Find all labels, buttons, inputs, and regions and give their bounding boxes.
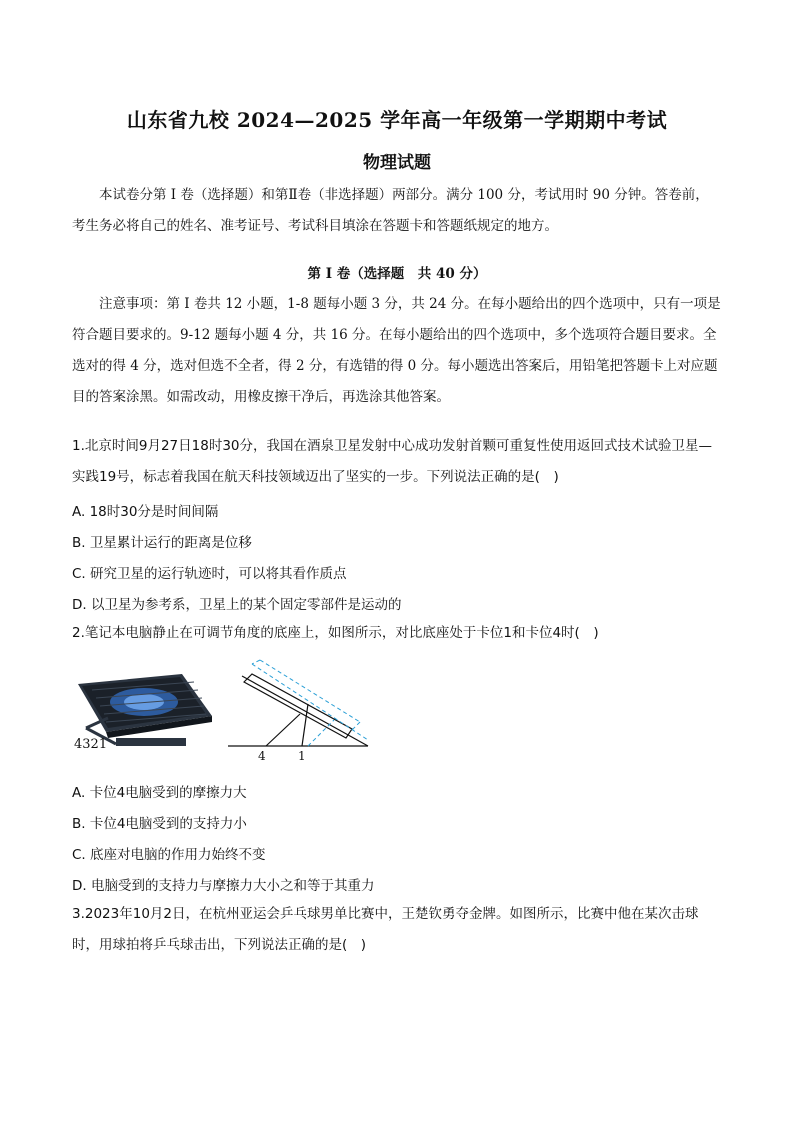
question-2-option-a[interactable]: A. 卡位4电脑受到的摩擦力大 bbox=[72, 785, 247, 801]
question-2-stem: 2.笔记本电脑静止在可调节角度的底座上，如图所示，对比底座处于卡位1和卡位4时( ) bbox=[72, 625, 599, 641]
exam-subtitle: 物理试题 bbox=[363, 153, 431, 173]
question-2-option-b[interactable]: B. 卡位4电脑受到的支持力小 bbox=[72, 816, 247, 832]
exam-title: 山东省九校 2024—2025 学年高一年级第一学期期中考试 bbox=[126, 108, 668, 132]
question-2-option-d[interactable]: D. 电脑受到的支持力与摩擦力大小之和等于其重力 bbox=[72, 878, 375, 894]
notice-paragraph: 注意事项：第 I 卷共 12 小题，1-8 题每小题 3 分，共 24 分。在每小题给出的四个选项中，只有一项是符合题目要求的。9-12 题每小题 4 分，共 16 分。在每小题给出的四个选项中，多个选项符合题目要求。全选对的得 4 分，选对但选不全者，得 2 分，有选错的得 0 分。每小题选出答案后，用铅笔把答题卡上对应题目的答案涂黑。如需改动，用橡皮擦干净后，再选涂其他答案。 bbox=[72, 296, 721, 405]
question-1-option-a[interactable]: A. 18时30分是时间间隔 bbox=[72, 504, 219, 520]
intro-paragraph: 本试卷分第 I 卷（选择题）和第Ⅱ卷（非选择题）两部分。满分 100 分，考试用时 90 分钟。答卷前，考生务必将自己的姓名、准考证号、考试科目填涂在答题卡和答题纸规定的地方。 bbox=[72, 187, 709, 234]
incline-diagram bbox=[228, 660, 368, 763]
diagram-label-1: 1 bbox=[298, 749, 306, 763]
section-title: 第 I 卷（选择题 共 40 分） bbox=[307, 266, 487, 282]
question-1-stem: 1.北京时间9月27日18时30分，我国在酒泉卫星发射中心成功发射首颗可重复性使用返回式技术试验卫星—实践19号，标志着我国在航天科技领域迈出了坚实的一步。下列说法正确的是( ) bbox=[72, 438, 713, 485]
question-1-option-b[interactable]: B. 卫星累计运行的距离是位移 bbox=[72, 535, 252, 551]
question-2-option-c[interactable]: C. 底座对电脑的作用力始终不变 bbox=[72, 847, 266, 863]
laptop-stand-photo bbox=[74, 674, 212, 752]
position-labels-photo: 4321 bbox=[74, 737, 108, 752]
diagram-label-4: 4 bbox=[258, 749, 266, 763]
laptop-stand-illustration bbox=[72, 656, 372, 766]
question-1-option-c[interactable]: C. 研究卫星的运行轨迹时，可以将其看作质点 bbox=[72, 566, 347, 582]
question-3-stem: 3.2023年10月2日，在杭州亚运会乒乓球男单比赛中，王楚钦勇夺金牌。如图所示，比赛中他在某次击球时，用球拍将乒乓球击出，下列说法正确的是( ) bbox=[72, 906, 699, 953]
question-1-option-d[interactable]: D. 以卫星为参考系，卫星上的某个固定零部件是运动的 bbox=[72, 597, 402, 613]
question-2-figure bbox=[72, 656, 372, 766]
